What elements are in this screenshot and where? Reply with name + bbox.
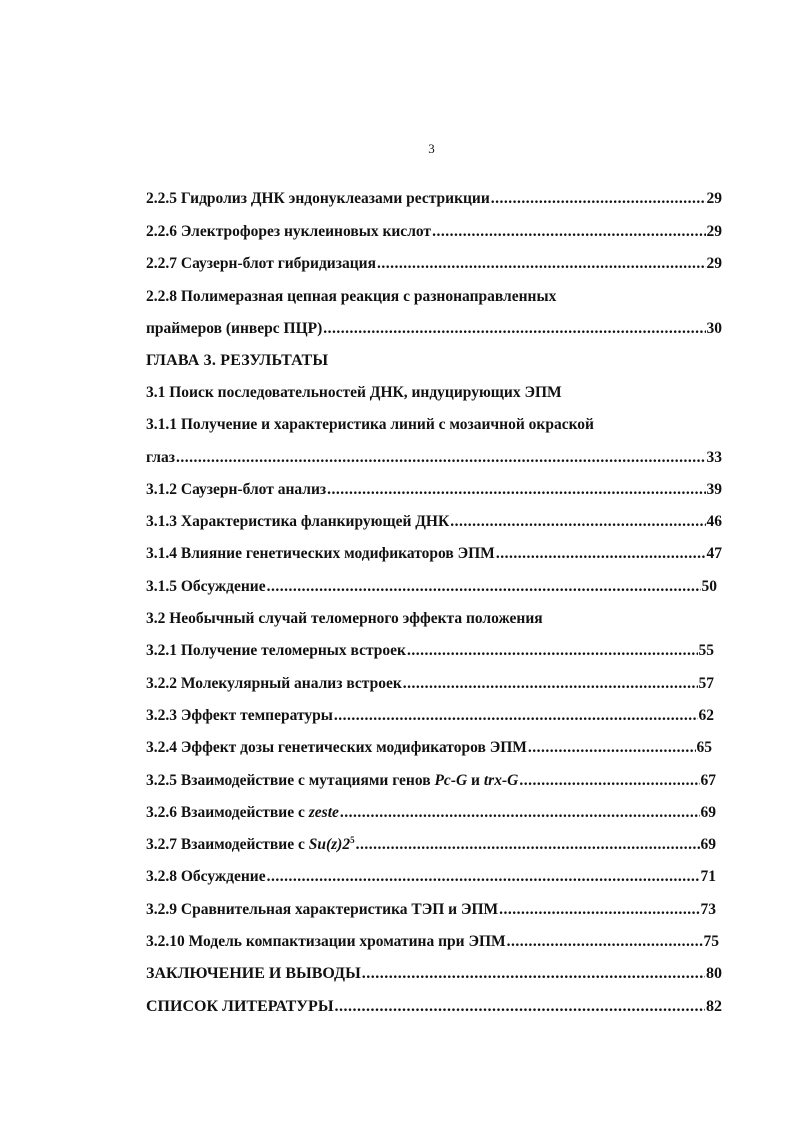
toc-entry-page: 50	[701, 578, 717, 595]
toc-entry-title: 2.2.7 Саузерн-блот гибридизация	[146, 255, 376, 272]
toc-entry-page: 82	[706, 998, 722, 1015]
dot-leader	[491, 189, 706, 209]
title-text: 3.2.7 Взаимодействие с	[146, 836, 309, 853]
gene-name: Su(z)2	[308, 836, 351, 853]
toc-entry-2-2-7	[146, 254, 722, 274]
section-3-1-heading: 3.1 Поиск последовательностей ДНК, индуцирующих ЭПМ	[146, 384, 562, 401]
gene-name: Pc-G	[434, 772, 468, 789]
toc-entry-title: глаз	[146, 449, 175, 466]
toc-entry-2-2-5	[146, 189, 722, 209]
toc-entry-page: 39	[706, 481, 722, 498]
dot-leader	[267, 577, 701, 597]
gene-name: zeste	[308, 804, 339, 821]
toc-entry-page: 57	[698, 675, 714, 692]
dot-leader	[340, 803, 700, 823]
toc-entry-2-2-8	[146, 319, 722, 339]
toc-entry-title: 3.2.2 Молекулярный анализ встроек	[146, 675, 402, 692]
toc-entry-page: 71	[700, 868, 716, 885]
toc-entry-3-2-7	[146, 835, 716, 855]
dot-leader	[528, 738, 696, 758]
dot-leader	[335, 997, 705, 1017]
toc-entry-title	[146, 771, 518, 791]
toc-entry-page: 73	[700, 901, 716, 918]
allele-superscript: 5	[350, 834, 355, 845]
toc-entry-2-2-8-line1: 2.2.8 Полимеразная цепная реакция с разнонаправленных	[146, 288, 557, 305]
toc-entry-title: 3.1.5 Обсуждение	[146, 578, 266, 595]
dot-leader	[362, 964, 705, 984]
toc-entry-title: 3.2.4 Эффект дозы генетических модификаторов ЭПМ	[146, 739, 527, 756]
toc-entry-page: 46	[706, 513, 722, 530]
dot-leader	[407, 641, 698, 661]
toc-entry-3-2-1	[146, 641, 714, 661]
toc-entry-title: праймеров (инверс ПЦР)	[146, 320, 323, 337]
toc-entry-3-2-9	[146, 900, 716, 920]
dot-leader	[499, 900, 699, 920]
toc-entry-page: 47	[706, 545, 722, 562]
toc-entry-3-2-6	[146, 803, 716, 823]
toc-entry-title: 2.2.5 Гидролиз ДНК эндонуклеазами рестрикции	[146, 190, 490, 207]
toc-entry-3-2-4	[146, 738, 712, 758]
dot-leader	[432, 222, 705, 242]
toc-entry-page: 67	[700, 772, 716, 789]
page-number: 3	[428, 141, 435, 156]
toc-entry-3-2-8	[146, 867, 716, 887]
toc-entry-title	[146, 803, 339, 823]
dot-leader	[403, 674, 698, 694]
chapter-heading: ГЛАВА 3. РЕЗУЛЬТАТЫ	[146, 352, 329, 369]
toc-entry-3-1-5	[146, 577, 717, 597]
toc-entry-3-1-1-line1: 3.1.1 Получение и характеристика линий с мозаичной окраской	[146, 416, 594, 433]
dot-leader	[507, 932, 703, 952]
dot-leader	[327, 480, 705, 500]
toc-entry-title: 3.1.2 Саузерн-блот анализ	[146, 481, 327, 498]
toc-entry-page: 65	[696, 739, 712, 756]
toc-entry-title: 3.1.4 Влияние генетических модификаторов ЭПМ	[146, 545, 495, 562]
toc-entry-page: 29	[706, 255, 722, 272]
dot-leader	[176, 448, 706, 468]
toc-entry-3-1-2	[146, 480, 722, 500]
toc-entry-page: 62	[698, 707, 714, 724]
toc-entry-page: 30	[706, 320, 722, 337]
toc-entry-title: 2.2.6 Электрофорез нуклеиновых кислот	[146, 223, 432, 240]
toc-entry-3-2-10	[146, 932, 719, 952]
toc-entry-title: СПИСОК ЛИТЕРАТУРЫ	[146, 998, 334, 1015]
title-text: 3.2.6 Взаимодействие с	[146, 804, 309, 821]
section-3-2-heading: 3.2 Необычный случай теломерного эффекта положения	[146, 610, 543, 627]
dot-leader	[496, 544, 706, 564]
toc-entry-page: 29	[706, 190, 722, 207]
toc-entry-2-2-6	[146, 222, 722, 242]
toc-entry-title: 3.2.3 Эффект температуры	[146, 707, 333, 724]
dot-leader	[450, 512, 705, 532]
dot-leader	[334, 706, 698, 726]
dot-leader	[519, 771, 699, 791]
title-text: и	[467, 772, 484, 789]
dot-leader	[377, 254, 706, 274]
title-text: 3.2.5 Взаимодействие с мутациями генов	[146, 772, 435, 789]
toc-entry-3-1-4	[146, 544, 722, 564]
toc-entry-page: 29	[706, 223, 722, 240]
toc-entry-title: 3.2.1 Получение теломерных встроек	[146, 642, 406, 659]
dot-leader	[356, 835, 700, 855]
gene-name: trx-G	[483, 772, 519, 789]
toc-entry-page: 33	[706, 449, 722, 466]
dot-leader	[267, 867, 700, 887]
toc-entry-title	[146, 835, 355, 855]
toc-entry-3-1-1	[146, 448, 722, 468]
toc-entry-title: 3.1.3 Характеристика фланкирующей ДНК	[146, 513, 450, 530]
toc-entry-title: 3.2.8 Обсуждение	[146, 868, 266, 885]
toc-entry-3-2-5	[146, 771, 716, 791]
dot-leader	[323, 319, 705, 339]
toc-entry-3-1-3	[146, 512, 722, 532]
toc-entry-page: 80	[706, 965, 722, 982]
toc-entry-title: 3.2.10 Модель компактизации хроматина при ЭПМ	[146, 933, 506, 950]
toc-entry-3-2-3	[146, 706, 714, 726]
toc-entry-title: 3.2.9 Сравнительная характеристика ТЭП и ЭПМ	[146, 901, 499, 918]
toc-entry-title: ЗАКЛЮЧЕНИЕ И ВЫВОДЫ	[146, 965, 361, 982]
toc-entry-page: 69	[700, 836, 716, 853]
toc-entry-page: 55	[698, 642, 714, 659]
toc-entry-page: 75	[703, 933, 719, 950]
toc-entry-page: 69	[700, 804, 716, 821]
toc-entry-3-2-2	[146, 674, 714, 694]
toc-entry-references	[146, 997, 722, 1017]
toc-entry-conclusion	[146, 964, 722, 984]
